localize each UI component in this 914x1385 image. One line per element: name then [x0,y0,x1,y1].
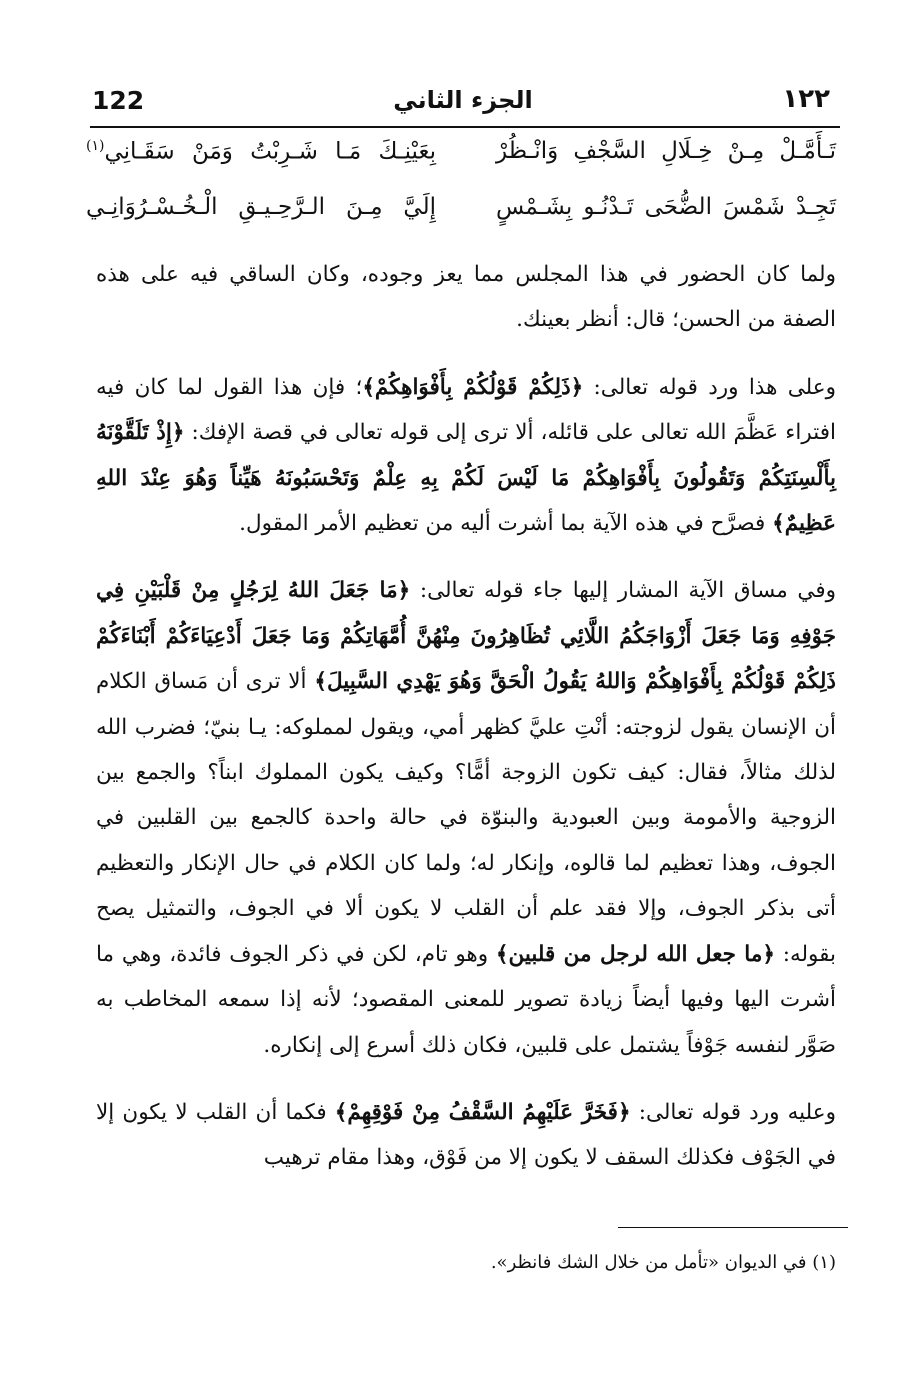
verse-1-second-hemistich [86,138,436,165]
paragraph-3-end: وهو تام، لكن في ذكر الجوف فائدة، وهي ما أشرت اليها وفيها أيضاً زيادة تصوير للمعنى المقصود؛ لأنه إذا سمعه المخاطب به صَوَّر لنفسه جَوْفاً يشتمل على قلبين، فكان ذلك أسرع إلى إنكاره. [96,941,836,1058]
quran-quote: ﴿ذَلِكُمْ قَوْلُكُمْ بِأَفْوَاهِكُمْ﴾ [362,374,584,400]
paragraph-4 [96,1090,836,1181]
quran-quote: ﴿فَخَرَّ عَلَيْهِمُ السَّقْفُ مِنْ فَوْقِهِمْ﴾ [334,1099,631,1125]
footnote-marker: (١) [86,138,105,154]
paragraph-2 [96,365,836,547]
paragraph-2-end: فصرَّح في هذه الآية بما أشرت أليه من تعظيم الأمر المقول. [239,511,773,537]
paragraph-1: ولما كان الحضور في هذا المجلس مما يعز وجوده، وكان الساقي فيه على هذه الصفة من الحسن؛ قال: أنظر بعينك. [96,262,836,333]
paragraph-4-end: فكما أن القلب لا يكون إلا في الجَوْف فكذلك السقف لا يكون إلا من فَوْق، وهذا مقام ترهيب [96,1099,836,1171]
verse-1-second-hemistich-text: بِعَيْنِـكَ مَـا شَـرِبْتُ وَمَنْ سَقَـانِي [104,138,436,165]
page-number-arabic: ١٢٢ [782,84,830,114]
paragraph-2-middle: ؛ فإن هذا القول لما كان فيه افتراء عَظَّمَ الله تعالى على قائله، ألا ترى إلى قوله تعالى في قصة الإفك: [96,374,836,446]
verse-2-second-hemistich-text: إِلَيَّ مِـنَ الـرَّحِـيـقِ الْـخُـسْـرُوَانِـي [86,194,436,220]
footnote-rule [618,1227,848,1228]
verse-1-first-hemistich-text: تَـأَمَّـلْ مِـنْ خِـلَالِ السَّجْفِ وَانْـظُرْ [496,138,836,164]
verse-2-first-hemistich-text: تَجِـدْ شَمْسَ الضُّحَى تَـدْنُـو بِشَـمْسٍ [496,194,836,220]
verse-1 [86,138,836,194]
verse-2-first-hemistich [496,194,836,220]
paragraph-4-intro: وعليه ورد قوله تعالى: [630,1099,836,1125]
verse-1-first-hemistich [496,138,836,164]
header-rule [90,126,840,128]
quran-quote: ﴿ما جعل الله لرجل من قلبين﴾ [495,941,775,967]
page-number-latin: 122 [92,86,145,115]
paragraph-3 [96,568,836,1067]
main-text [96,252,836,1181]
paragraph-2-intro: وعلى هذا ورد قوله تعالى: [583,374,836,400]
verse-2-second-hemistich [86,194,436,220]
paragraph-3-intro: وفي مساق الآية المشار إليها جاء قوله تعالى: [410,578,836,604]
page-header [90,82,836,128]
footnote: (١) في الديوان «تأمل من خلال الشك فانظر». [490,1252,836,1273]
verse-2 [86,194,836,250]
quran-quote: ﴿مَا جَعَلَ اللهُ لِرَجُلٍ مِنْ قَلْبَيْنِ فِي جَوْفِهِ وَمَا جَعَلَ أَزْوَاجَكُمُ اللَّائِي تُظَاهِرُونَ مِنْهُنَّ أُمَّهَاتِكُمْ وَمَا جَعَلَ أَدْعِيَاءَكُمْ أَبْنَاءَكُمْ ذَلِكُمْ قَوْلُكُمْ بِأَفْوَاهِكُمْ وَاللهُ يَقُولُ الْحَقَّ وَهُوَ يَهْدِي السَّبِيلَ﴾ [96,578,837,695]
running-title: الجزء الثاني [393,86,533,114]
paragraph-3-middle: ألا ترى أن مَساق الكلام أن الإنسان يقول لزوجته: أنْتِ عليَّ كظهر أمي، ويقول لمملوكه: يـا بنيّ؛ فضرب الله لذلك مثالاً، فقال: كيف تكون الزوجة أمًّا؟ وكيف يكون المملوك ابناً؟ والجمع بين الزوجية والأمومة وبين العبودية والبنوّة في حالة واحدة كالجمع بين القلبين في الجوف، وهذا تعظيم لما قالوه، وإنكار له؛ ولما كان الكلام في حال الإنكار والتعظيم أتى بذكر الجوف، وإلا فقد علم أن القلب لا يكون ألا في الجوف، والتمثيل يصح بقوله: [96,669,836,967]
poetry-block [86,138,836,250]
quran-quote: ﴿إِذْ تَلَقَّوْنَهُ بِأَلْسِنَتِكُمْ وَتَقُولُونَ بِأَفْوَاهِكُمْ مَا لَيْسَ لَكُمْ بِهِ عِلْمٌ وَتَحْسَبُونَهُ هَيِّناً وَهُوَ عِنْدَ اللهِ عَظِيمٌ﴾ [96,420,836,537]
